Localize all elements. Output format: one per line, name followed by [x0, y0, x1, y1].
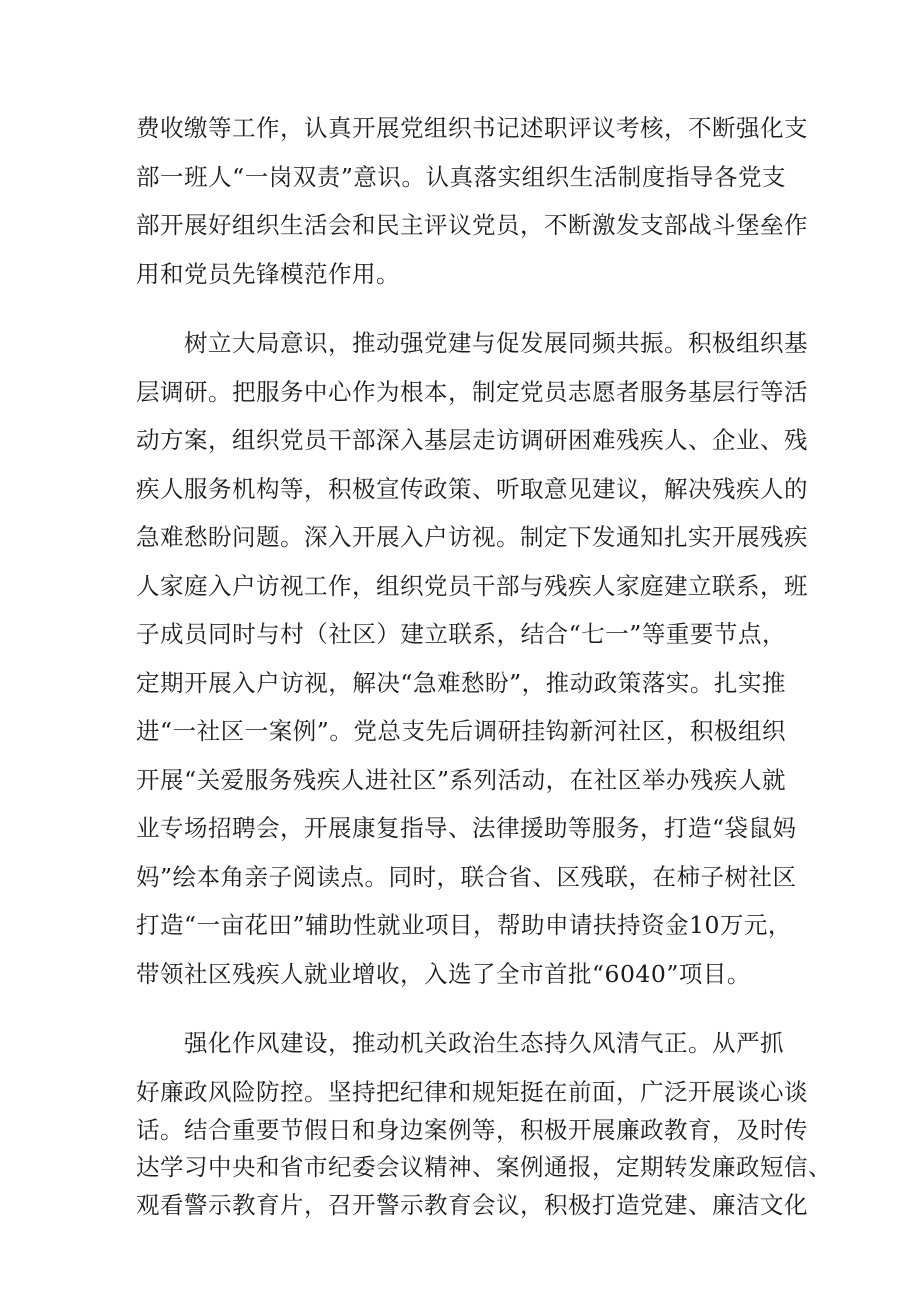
- text-line: 妈”绘本角亲子阅读点。同时，联合省、区残联，在柿子树社区: [136, 863, 797, 891]
- text-line: 好廉政风险防控。坚持把纪律和规矩挺在前面，广泛开展谈心谈: [136, 1078, 808, 1106]
- text-line: 观看警示教育片，召开警示教育会议，积极打造党建、廉洁文化: [136, 1191, 808, 1219]
- text-line: 树立大局意识，推动强党建与促发展同频共振。积极组织基: [184, 329, 808, 357]
- text-line: 打造“一亩花田”辅助性就业项目，帮助申请扶持资金10万元，: [136, 911, 792, 939]
- text-line: 达学习中央和省市纪委会议精神、案例通报，定期转发廉政短信、: [136, 1153, 832, 1181]
- text-line: 话。结合重要节假日和身边案例等，积极开展廉政教育，及时传: [136, 1116, 808, 1144]
- text-line: 强化作风建设，推动机关政治生态持久风清气正。从严抓: [184, 1029, 784, 1057]
- text-line: 带领社区残疾人就业增收，入选了全市首批“6040”项目。: [136, 960, 751, 988]
- text-line: 层调研。把服务中心作为根本，制定党员志愿者服务基层行等活: [136, 378, 808, 406]
- text-line: 子成员同时与村（社区）建立联系，结合“七一”等重要节点，: [136, 620, 786, 648]
- text-line: 费收缴等工作，认真开展党组织书记述职评议考核，不断强化支: [136, 114, 808, 142]
- text-line: 部一班人“一岗双责”意识。认真落实组织生活制度指导各党支: [136, 163, 786, 191]
- text-line: 业专场招聘会，开展康复指导、法律援助等服务，打造“袋鼠妈: [136, 814, 797, 842]
- text-line: 急难愁盼问题。深入开展入户访视。制定下发通知扎实开展残疾: [136, 523, 808, 551]
- text-line: 用和党员先锋模范作用。: [136, 260, 400, 288]
- text-line: 疾人服务机构等，积极宣传政策、听取意见建议，解决残疾人的: [136, 475, 808, 503]
- text-line: 人家庭入户访视工作，组织党员干部与残疾人家庭建立联系，班: [136, 572, 808, 600]
- text-line: 动方案，组织党员干部深入基层走访调研困难残疾人、企业、残: [136, 426, 808, 454]
- text-line: 定期开展入户访视，解决“急难愁盼”，推动政策落实。扎实推: [136, 669, 786, 697]
- text-line: 进“一社区一案例”。党总支先后调研挂钩新河社区，积极组织: [136, 717, 786, 745]
- text-line: 部开展好组织生活会和民主评议党员，不断激发支部战斗堡垒作: [136, 211, 808, 239]
- text-line: 开展“关爱服务残疾人进社区”系列活动，在社区举办残疾人就: [136, 766, 786, 794]
